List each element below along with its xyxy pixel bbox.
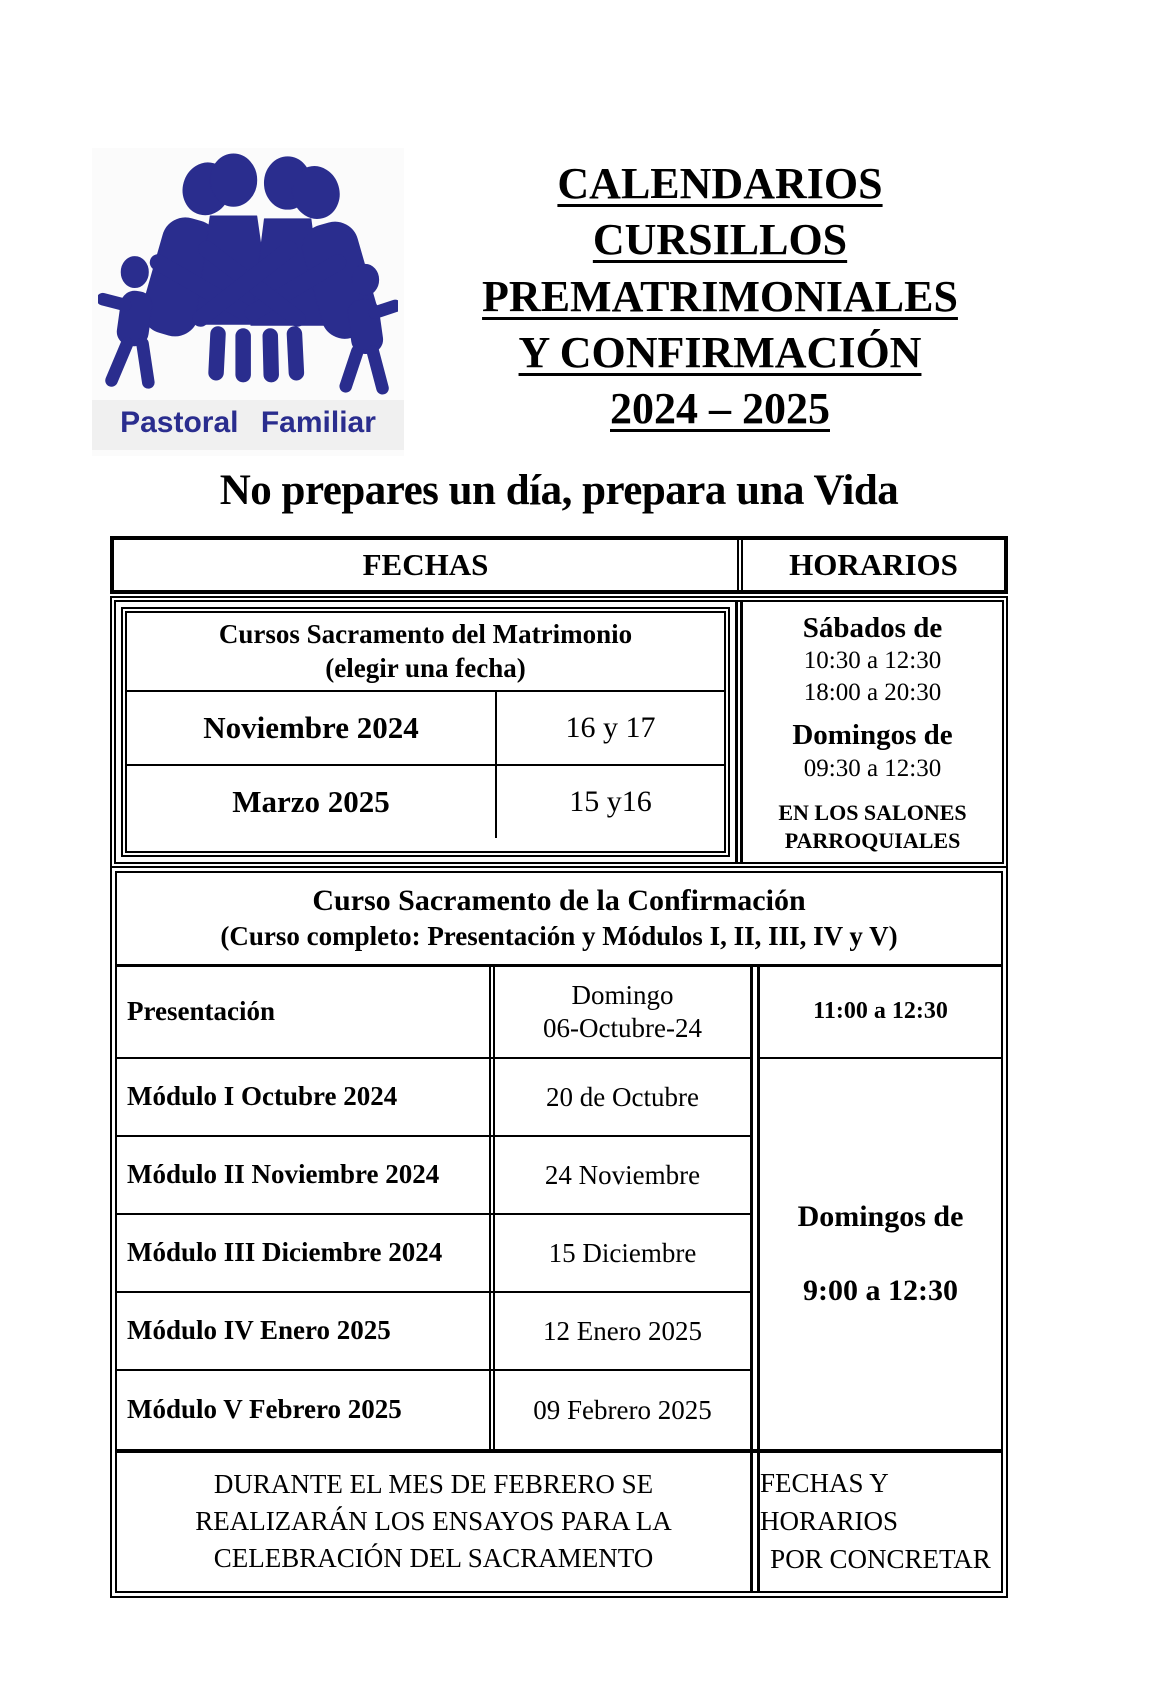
rehearsal-note-line-1: DURANTE EL MES DE FEBRERO SE xyxy=(213,1468,654,1499)
module-date: 24 Noviembre xyxy=(489,1137,750,1213)
saturday-label: Sábados de xyxy=(802,612,943,644)
matrimonio-month: Noviembre 2024 xyxy=(203,709,419,745)
modules-time: 9:00 a 12:30 xyxy=(803,1273,958,1307)
slogan: No prepares un día, prepara una Vida xyxy=(219,467,899,514)
module-date-line-2: 06-Octubre-24 xyxy=(543,1012,702,1043)
matrimonio-title-line: Cursos Sacramento del Matrimonio xyxy=(218,619,633,649)
presentation-time: 11:00 a 12:30 xyxy=(760,967,1001,1059)
pastoral-familiar-logo xyxy=(92,148,404,456)
modules-time-label: Domingos de xyxy=(797,1199,964,1233)
module-label: Módulo I Octubre 2024 xyxy=(127,1081,398,1112)
title-line-5: 2024 – 2025 xyxy=(610,384,830,434)
table-row xyxy=(127,764,724,838)
matrimonio-days: 15 y16 xyxy=(495,766,724,838)
matrimonio-schedule-cell xyxy=(743,602,1002,862)
module-label: Módulo III Diciembre 2024 xyxy=(127,1237,443,1268)
matrimonio-table xyxy=(110,536,1008,868)
table-row xyxy=(117,1371,750,1449)
title-line-4: Y CONFIRMACIÓN xyxy=(518,327,922,377)
pending-schedule-line-2: POR CONCRETAR xyxy=(770,1543,991,1574)
module-date xyxy=(489,967,750,1057)
header-horarios: HORARIOS xyxy=(789,547,958,582)
confirmacion-title: Curso Sacramento de la Confirmación xyxy=(312,884,806,917)
title-line-2: CURSILLOS xyxy=(592,215,848,265)
module-label: Módulo IV Enero 2025 xyxy=(127,1315,391,1346)
matrimonio-table-header xyxy=(110,536,1008,594)
module-date-line-1: Domingo xyxy=(571,980,674,1011)
matrimonio-title xyxy=(127,613,724,692)
header-fechas: FECHAS xyxy=(114,540,743,590)
table-row xyxy=(117,1137,750,1215)
family-group-icon xyxy=(98,148,398,400)
confirmacion-table-header xyxy=(117,873,1001,967)
table-row xyxy=(117,1293,750,1371)
module-date: 09 Febrero 2025 xyxy=(489,1371,750,1449)
pending-schedule-note xyxy=(750,1453,1001,1591)
saturday-time-2: 18:00 a 20:30 xyxy=(803,679,942,707)
location-line-1: EN LOS SALONES xyxy=(778,799,967,825)
matrimonio-dates-cell xyxy=(116,602,743,862)
module-date: 20 de Octubre xyxy=(489,1059,750,1135)
module-date: 12 Enero 2025 xyxy=(489,1293,750,1369)
sunday-time: 09:30 a 12:30 xyxy=(803,754,942,782)
location-line-2: PARROQUIALES xyxy=(784,828,961,854)
table-row xyxy=(127,692,724,764)
page-title xyxy=(420,156,1020,438)
modules-schedule xyxy=(760,1059,1001,1449)
confirmacion-subtitle: (Curso completo: Presentación y Módulos I, II, III, IV y V) xyxy=(220,921,898,951)
logo-caption: Pastoral Familiar xyxy=(92,400,404,450)
title-line-3: PREMATRIMONIALES xyxy=(482,271,958,321)
matrimonio-month: Marzo 2025 xyxy=(232,783,390,819)
rehearsal-note-line-2: REALIZARÁN LOS ENSAYOS PARA LA xyxy=(195,1506,672,1537)
confirmacion-rows xyxy=(117,967,750,1449)
table-row xyxy=(117,1215,750,1293)
module-label: Presentación xyxy=(127,996,275,1027)
module-label: Módulo II Noviembre 2024 xyxy=(127,1159,440,1190)
rehearsal-note-line-3: CELEBRACIÓN DEL SACRAMENTO xyxy=(213,1543,654,1574)
table-row xyxy=(117,1059,750,1137)
saturday-time-1: 10:30 a 12:30 xyxy=(803,647,942,675)
table-row xyxy=(117,967,750,1059)
rehearsal-note xyxy=(117,1453,750,1591)
location-note xyxy=(749,799,996,856)
confirmacion-table xyxy=(110,866,1008,1598)
module-date: 15 Diciembre xyxy=(489,1215,750,1291)
matrimonio-days: 16 y 17 xyxy=(495,692,724,764)
pending-schedule-line-1: FECHAS Y HORARIOS xyxy=(760,1468,899,1536)
matrimonio-subtitle: (elegir una fecha) xyxy=(325,652,526,683)
confirmacion-schedule-column xyxy=(750,967,1001,1449)
module-label: Módulo V Febrero 2025 xyxy=(127,1394,402,1425)
title-line-1: CALENDARIOS xyxy=(557,159,883,208)
sunday-label: Domingos de xyxy=(792,719,953,752)
